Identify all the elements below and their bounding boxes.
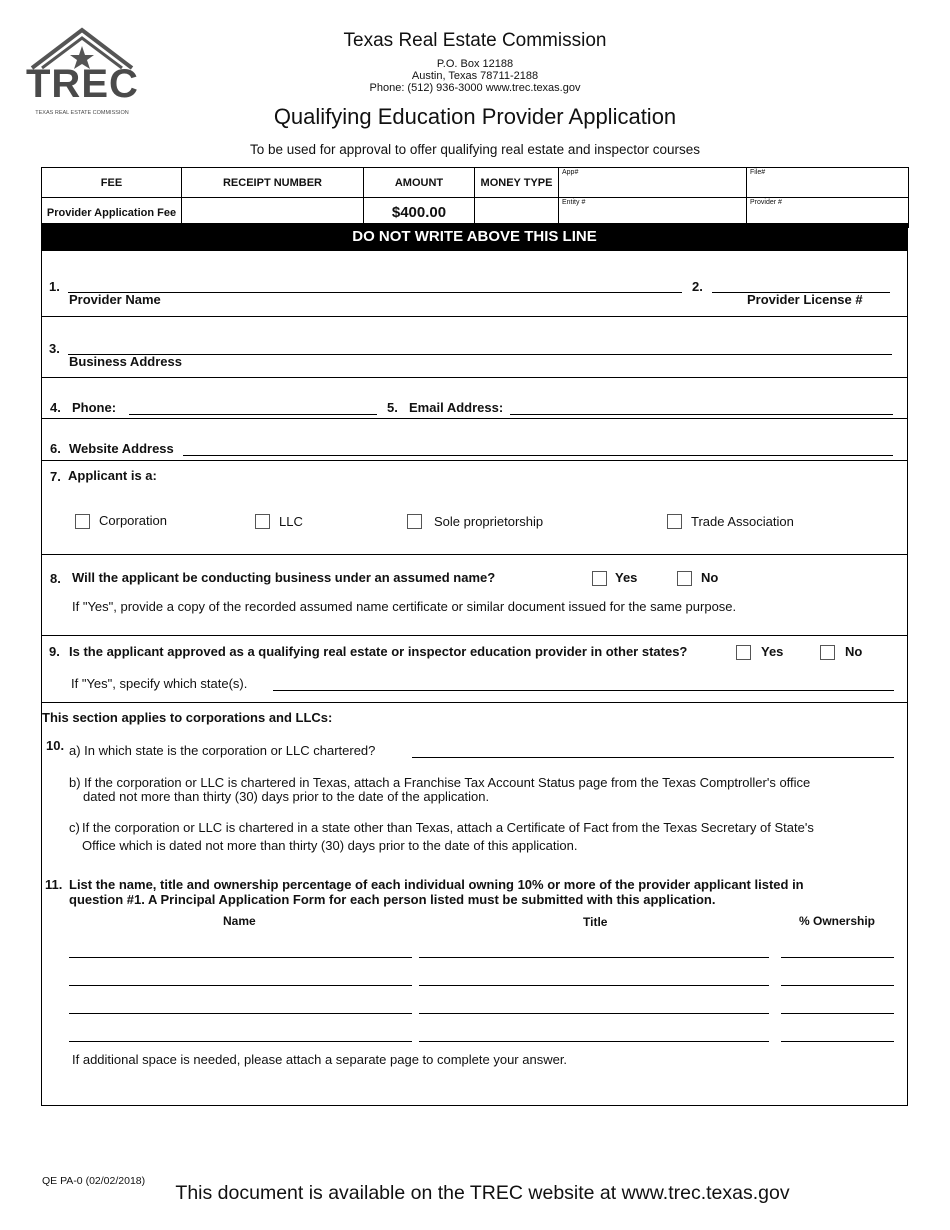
q11-line2: question #1. A Principal Application Form for each person listed must be submitted with this application. (69, 892, 716, 907)
app-number-cell: App# (559, 168, 747, 198)
assumed-name-note: If "Yes", provide a copy of the recorded assumed name certificate or similar document issued for the same purpose. (72, 599, 737, 614)
form-id: QE PA-0 (02/02/2018) (42, 1175, 146, 1187)
corp-section-heading: This section applies to corporations and LLCs: (42, 710, 333, 725)
city-address: Austin, Texas 78711-2188 (411, 70, 539, 82)
q10b-line1: If the corporation or LLC is chartered in Texas, attach a Franchise Tax Account Status page from the Texas Comptroller's office (84, 775, 811, 790)
assumed-name-question: Will the applicant be conducting business under an assumed name? (72, 570, 496, 585)
logo-subtext: TEXAS REAL ESTATE COMMISSION (35, 110, 129, 116)
fee-table (41, 167, 909, 228)
divider (41, 635, 908, 636)
llc-label: LLC (279, 514, 303, 529)
q9-number: 9. (49, 644, 60, 659)
corporation-label: Corporation (99, 513, 167, 528)
divider (41, 460, 908, 461)
owner-title-field[interactable] (419, 1013, 769, 1014)
other-states-note: If "Yes", specify which state(s). (71, 676, 248, 691)
other-states-yes-checkbox[interactable] (736, 645, 751, 660)
q10c-line1: If the corporation or LLC is chartered in a state other than Texas, attach a Certificate of Fact from the Texas Secretary of State's (82, 820, 814, 835)
additional-space-note: If additional space is needed, please attach a separate page to complete your answer. (72, 1052, 568, 1067)
amount-header: AMOUNT (364, 168, 475, 198)
trade-association-label: Trade Association (691, 514, 794, 529)
sole-proprietorship-checkbox[interactable] (407, 514, 422, 529)
receipt-number-header: RECEIPT NUMBER (182, 168, 364, 198)
page-title: Qualifying Education Provider Application (273, 104, 677, 129)
q8-number: 8. (50, 571, 61, 586)
divider (41, 418, 908, 419)
name-column-header: Name (223, 914, 256, 928)
q11-line1: List the name, title and ownership percentage of each individual owning 10% or more of the provider applicant listed in (69, 877, 804, 892)
q3-number: 3. (49, 341, 60, 356)
q10b-prefix: b) (69, 775, 81, 790)
q10-number: 10. (46, 738, 65, 753)
divider (41, 702, 908, 703)
do-not-write-bar: DO NOT WRITE ABOVE THIS LINE (41, 223, 908, 251)
sole-proprietorship-label: Sole proprietorship (434, 514, 544, 529)
q2-number: 2. (692, 279, 703, 294)
owner-name-field[interactable] (69, 957, 412, 958)
owner-title-field[interactable] (419, 957, 769, 958)
owner-percent-field[interactable] (781, 1013, 894, 1014)
page-subtitle: To be used for approval to offer qualifying real estate and inspector courses (249, 142, 701, 157)
website-availability-note: This document is available on the TREC website at www.trec.texas.gov (175, 1182, 790, 1204)
website-label: Website Address (69, 441, 174, 456)
q7-number: 7. (50, 469, 61, 484)
owner-percent-field[interactable] (781, 1041, 894, 1042)
q10c-prefix: c) (69, 820, 80, 835)
assumed-name-no-label: No (701, 570, 719, 585)
assumed-name-yes-checkbox[interactable] (592, 571, 607, 586)
corporation-checkbox[interactable] (75, 514, 90, 529)
fee-header: FEE (42, 168, 182, 198)
charter-state-question: a) In which state is the corporation or LLC chartered? (69, 743, 376, 758)
provider-name-label: Provider Name (69, 292, 161, 307)
divider (41, 377, 908, 378)
owner-title-field[interactable] (419, 985, 769, 986)
q6-number: 6. (50, 441, 61, 456)
ownership-column-header: % Ownership (799, 914, 876, 928)
q1-number: 1. (49, 279, 60, 294)
website-field[interactable] (183, 455, 893, 456)
other-states-no-checkbox[interactable] (820, 645, 835, 660)
divider (41, 316, 908, 317)
assumed-name-yes-label: Yes (615, 570, 638, 585)
org-name: Texas Real Estate Commission (343, 30, 607, 51)
assumed-name-no-checkbox[interactable] (677, 571, 692, 586)
business-address-label: Business Address (69, 354, 182, 369)
email-label: Email Address: (409, 400, 504, 415)
provider-fee-label: Provider Application Fee (42, 198, 182, 228)
other-states-field[interactable] (273, 690, 894, 691)
title-column-header: Title (583, 915, 608, 929)
q10c-line2: Office which is dated not more than thirty (30) days prior to the date of this application. (82, 838, 578, 853)
applicant-type-label: Applicant is a: (68, 468, 157, 483)
llc-checkbox[interactable] (255, 514, 270, 529)
other-states-question: Is the applicant approved as a qualifying real estate or inspector education provider in other states? (69, 644, 688, 659)
q11-number: 11. (45, 877, 63, 892)
email-field[interactable] (510, 414, 893, 415)
phone-website: Phone: (512) 936-3000 www.trec.texas.gov (369, 82, 581, 94)
phone-field[interactable] (129, 414, 377, 415)
entity-number-cell: Entity # (559, 198, 747, 228)
q5-number: 5. (387, 400, 398, 415)
logo-text: TREC (26, 62, 139, 106)
provider-license-label: Provider License # (747, 292, 863, 307)
fee-amount: $400.00 (364, 198, 475, 228)
owner-name-field[interactable] (69, 1041, 412, 1042)
divider (41, 554, 908, 555)
phone-label: Phone: (72, 400, 117, 415)
provider-number-cell: Provider # (747, 198, 909, 228)
po-box: P.O. Box 12188 (436, 58, 514, 70)
trade-association-checkbox[interactable] (667, 514, 682, 529)
other-states-no-label: No (845, 644, 863, 659)
owner-percent-field[interactable] (781, 985, 894, 986)
owner-name-field[interactable] (69, 1013, 412, 1014)
owner-title-field[interactable] (419, 1041, 769, 1042)
q4-number: 4. (50, 400, 61, 415)
owner-name-field[interactable] (69, 985, 412, 986)
charter-state-field[interactable] (412, 757, 894, 758)
money-type-header: MONEY TYPE (475, 168, 559, 198)
other-states-yes-label: Yes (761, 644, 784, 659)
business-address-field[interactable] (68, 354, 892, 355)
file-number-cell: File# (747, 168, 909, 198)
owner-percent-field[interactable] (781, 957, 894, 958)
q10b-line2: dated not more than thirty (30) days prior to the date of the application. (83, 789, 490, 804)
